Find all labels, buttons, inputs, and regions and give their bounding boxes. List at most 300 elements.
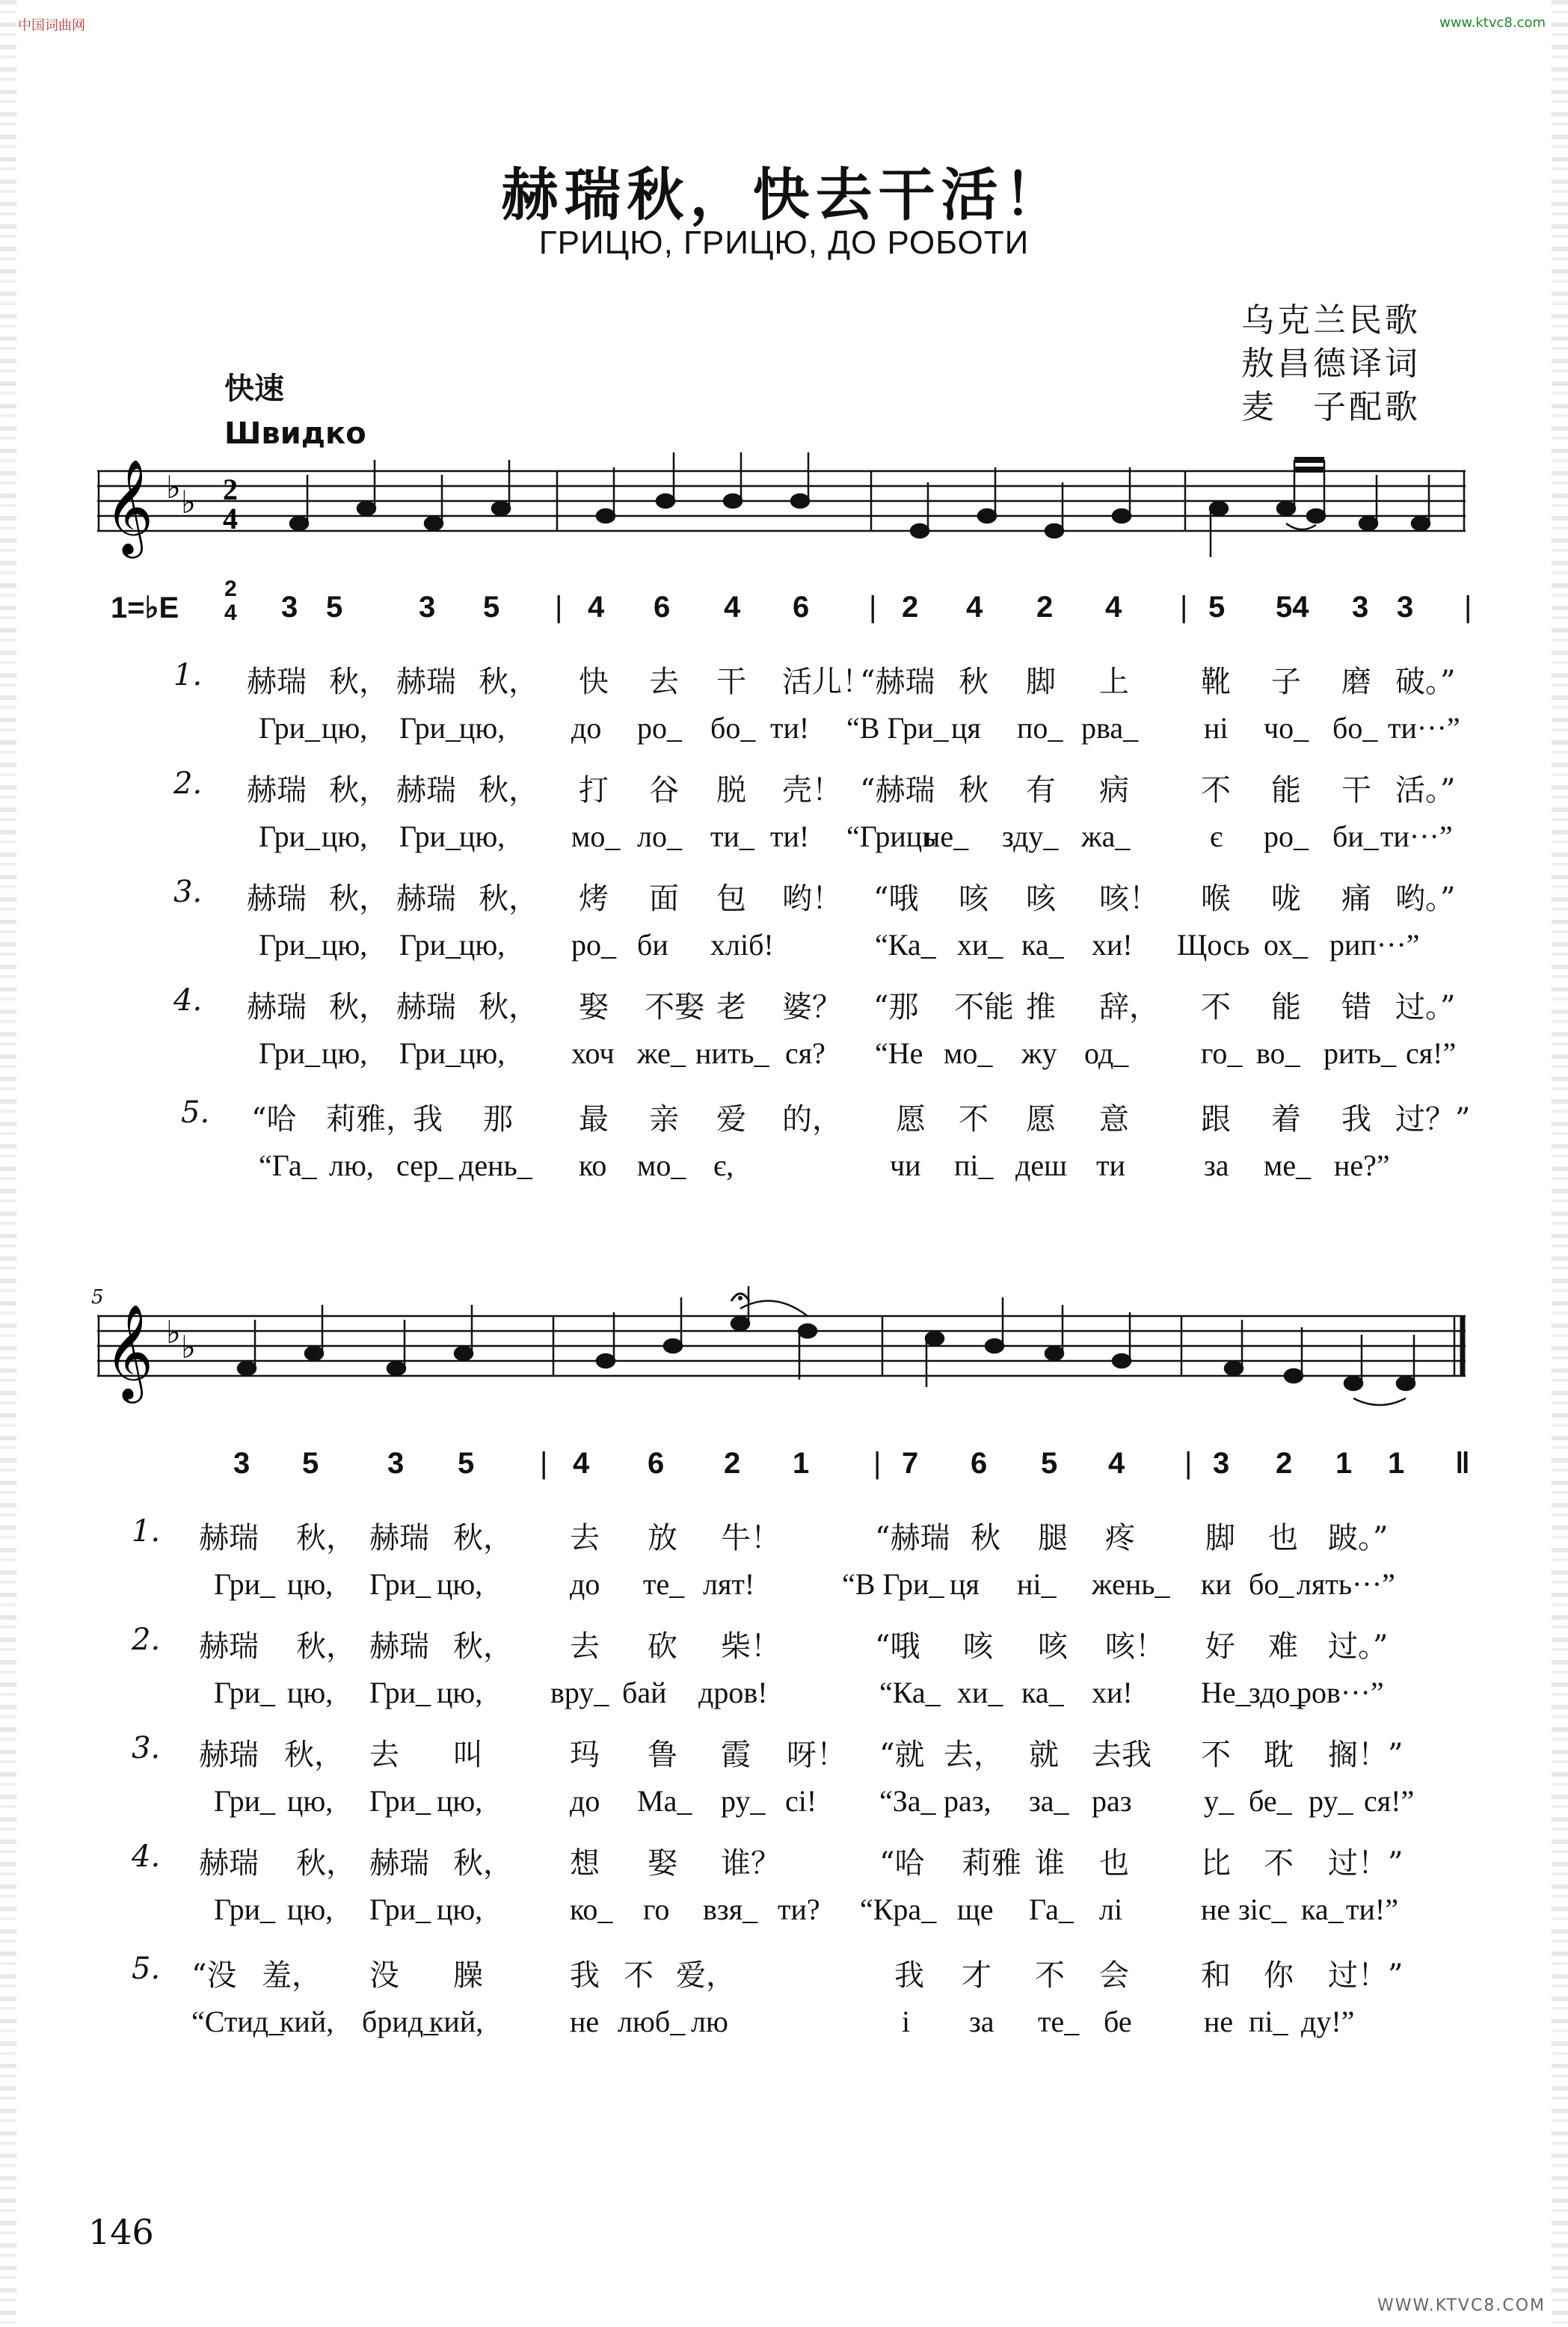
- lyric-syllable: го: [643, 1893, 670, 1926]
- lyrics-v2-cn-s2: [0, 1623, 1568, 1667]
- lyric-syllable: цю,: [287, 1784, 333, 1818]
- lyric-syllable: лі: [1099, 1893, 1123, 1926]
- lyric-syllable: Гри_: [214, 1893, 276, 1926]
- lyric-syllable: 亲: [649, 1102, 679, 1137]
- lyric-syllable: 也: [1268, 1521, 1298, 1555]
- jianpu-note: 4: [1105, 591, 1122, 624]
- svg-text:♭: ♭: [181, 1329, 196, 1365]
- lyric-syllable: 莉雅: [962, 1846, 1021, 1881]
- lyrics-v5-ua-s1: [0, 1148, 1568, 1193]
- svg-text:♭: ♭: [166, 469, 181, 505]
- lyric-syllable: 错: [1341, 990, 1371, 1024]
- lyric-syllable: 和: [1201, 1958, 1231, 1993]
- lyric-syllable: ме_: [1264, 1149, 1312, 1182]
- lyric-syllable: “Ка_: [875, 928, 936, 962]
- lyric-syllable: 赫瑞: [199, 1629, 259, 1664]
- lyric-syllable: би_: [1332, 820, 1379, 853]
- lyric-syllable: 去，: [944, 1738, 1003, 1772]
- lyric-syllable: ти_: [710, 820, 754, 853]
- lyric-syllable: “赫瑞: [860, 773, 935, 808]
- lyric-syllable: 咳: [1038, 1629, 1068, 1664]
- lyric-syllable: бай: [622, 1676, 667, 1709]
- credit-line-origin: 乌克兰民歌: [1241, 301, 1421, 339]
- lyric-syllable: 谁: [1035, 1846, 1065, 1881]
- staff-system-1: [97, 441, 1466, 591]
- lyric-syllable: 壳！: [782, 773, 842, 808]
- lyric-syllable: 过。”: [1395, 990, 1456, 1024]
- lyric-syllable: “Ка_: [879, 1676, 941, 1709]
- lyric-syllable: по_: [1017, 711, 1063, 745]
- lyric-syllable: і: [902, 2005, 911, 2038]
- lyric-syllable: 脚: [1026, 665, 1056, 699]
- lyrics-v3-cn-s1: [0, 875, 1568, 920]
- jianpu-barline: |: [540, 1447, 548, 1480]
- lyric-syllable: 不: [1201, 990, 1231, 1024]
- jianpu-note: 5: [326, 591, 343, 624]
- lyric-syllable: ти!: [770, 820, 810, 853]
- verse-number: 5.: [132, 1952, 161, 1986]
- lyric-syllable: ру_: [721, 1784, 766, 1818]
- lyric-syllable: ти···”: [1380, 820, 1453, 853]
- lyric-syllable: рип···”: [1329, 928, 1420, 962]
- lyric-syllable: Гри_: [369, 1784, 431, 1818]
- lyric-syllable: Щось: [1177, 928, 1250, 962]
- lyric-syllable: 烤: [579, 882, 609, 916]
- lyric-syllable: хи_: [957, 1676, 1003, 1709]
- jianpu-barline: |: [1464, 591, 1472, 624]
- lyric-syllable: 去: [570, 1629, 600, 1664]
- lyric-syllable: лят!: [703, 1567, 755, 1601]
- lyric-syllable: бо_: [710, 711, 756, 745]
- lyric-syllable: 才: [962, 1958, 991, 1993]
- jianpu-note: 6: [654, 591, 671, 624]
- lyric-syllable: 秋，: [329, 990, 389, 1024]
- lyric-syllable: 你: [1264, 1958, 1294, 1993]
- jianpu-note: 54: [1276, 591, 1309, 624]
- lyric-syllable: 谷: [649, 773, 679, 808]
- lyric-syllable: рва_: [1081, 711, 1139, 745]
- jianpu-note: 3: [281, 591, 298, 624]
- lyric-syllable: Ма_: [637, 1784, 692, 1818]
- lyric-syllable: Гри_: [369, 1567, 431, 1601]
- lyric-syllable: ро_: [571, 928, 616, 962]
- lyrics-v4-ua-s2: [0, 1892, 1568, 1937]
- jianpu-note: 2: [1036, 591, 1054, 624]
- lyric-syllable: ся?: [785, 1036, 825, 1070]
- jianpu-note: 7: [902, 1447, 919, 1480]
- lyric-syllable: 秋，: [296, 1629, 356, 1664]
- lyric-syllable: 愿: [896, 1102, 926, 1137]
- jianpu-note: 2: [724, 1447, 741, 1480]
- lyric-syllable: ро_: [637, 711, 682, 745]
- lyric-syllable: хи_: [957, 928, 1003, 962]
- lyric-syllable: 的，: [782, 1102, 842, 1137]
- verse-number: 5.: [181, 1095, 210, 1130]
- lyric-syllable: ти: [1096, 1149, 1125, 1182]
- tempo-chinese: 快速: [224, 372, 284, 406]
- lyric-syllable: 我: [894, 1958, 924, 1993]
- lyric-syllable: раз,: [944, 1784, 991, 1818]
- jianpu-barline: |: [1184, 1447, 1193, 1480]
- lyric-syllable: 辞，: [1099, 990, 1159, 1024]
- lyrics-v2-ua-s2: [0, 1675, 1568, 1720]
- lyric-syllable: 咙: [1271, 882, 1301, 916]
- lyric-syllable: Гри_: [259, 820, 321, 853]
- lyric-syllable: чо_: [1264, 711, 1309, 745]
- lyric-syllable: ро_: [1264, 820, 1309, 853]
- jianpu-line-2: [0, 1447, 1568, 1492]
- jianpu-note: 3: [419, 591, 436, 624]
- jianpu-note: 5: [458, 1447, 475, 1480]
- lyric-syllable: 爱: [716, 1102, 746, 1137]
- lyric-syllable: 不: [1201, 1738, 1231, 1772]
- lyric-syllable: Гри_: [259, 1036, 321, 1070]
- lyrics-v4-cn-s2: [0, 1839, 1568, 1884]
- jianpu-note: 6: [648, 1447, 665, 1480]
- lyric-syllable: 不能: [954, 990, 1014, 1024]
- lyric-syllable: за: [969, 2005, 994, 2038]
- lyric-syllable: до: [570, 1784, 600, 1818]
- lyric-syllable: 愿: [1026, 1102, 1056, 1137]
- lyric-syllable: 上: [1099, 665, 1129, 699]
- lyric-syllable: 赫瑞: [247, 665, 307, 699]
- lyric-syllable: 哟。”: [1395, 882, 1456, 916]
- lyric-syllable: Гри_: [399, 820, 461, 853]
- lyric-syllable: ки: [1201, 1567, 1232, 1601]
- lyric-syllable: цю,: [322, 711, 368, 745]
- lyric-syllable: “Кра_: [860, 1893, 937, 1926]
- lyric-syllable: Гри_: [214, 1676, 276, 1709]
- lyric-syllable: 好: [1205, 1629, 1235, 1664]
- lyric-syllable: 秋，: [329, 665, 389, 699]
- lyric-syllable: бе: [1104, 2005, 1132, 2038]
- lyric-syllable: 包: [716, 882, 746, 916]
- lyric-syllable: 活儿！: [782, 665, 872, 699]
- lyric-syllable: Не_: [1201, 1676, 1251, 1709]
- lyric-syllable: 能: [1271, 990, 1301, 1024]
- jianpu-barline: |: [869, 591, 877, 624]
- lyric-syllable: ти!: [770, 711, 810, 745]
- lyric-syllable: 快: [579, 665, 609, 699]
- lyric-syllable: 打: [579, 773, 609, 808]
- song-title-chinese: 赫瑞秋，快去干活！: [501, 162, 1067, 228]
- lyric-syllable: цю,: [322, 1036, 368, 1070]
- verse-number: 3.: [173, 875, 203, 909]
- jianpu-note: 3: [233, 1447, 250, 1480]
- lyric-syllable: Гри_: [214, 1784, 276, 1818]
- lyric-syllable: раз: [1092, 1784, 1132, 1818]
- lyric-syllable: 婆？: [782, 990, 842, 1024]
- lyric-syllable: 咳: [1026, 882, 1056, 916]
- jianpu-note: 4: [1108, 1447, 1125, 1480]
- credit-line-translator: 敖昌德译词: [1241, 345, 1421, 383]
- lyric-syllable: 不: [959, 1102, 989, 1137]
- jianpu-note: 2: [902, 591, 919, 624]
- lyric-syllable: же_: [637, 1036, 686, 1070]
- lyric-syllable: 就: [1029, 1738, 1059, 1772]
- lyric-syllable: “那: [873, 990, 919, 1024]
- lyric-syllable: Гри_: [259, 928, 321, 962]
- lyric-syllable: “没: [191, 1958, 237, 1993]
- lyric-syllable: люб_: [618, 2005, 686, 2038]
- key-signature: 1=♭E: [111, 591, 179, 624]
- jianpu-barline: |: [873, 1447, 882, 1480]
- site-watermark-left: 中国词曲网: [18, 18, 85, 34]
- jianpu-note: 4: [588, 591, 605, 624]
- verse-number: 4.: [173, 983, 203, 1018]
- lyric-syllable: 秋，: [329, 773, 389, 808]
- lyric-syllable: 秋，: [453, 1846, 513, 1881]
- lyric-syllable: 难: [1268, 1629, 1298, 1664]
- lyric-syllable: 我: [1341, 1102, 1371, 1137]
- lyric-syllable: цю,: [287, 1893, 333, 1926]
- staff-system-2: [97, 1286, 1466, 1436]
- lyric-syllable: мо_: [944, 1036, 993, 1070]
- jianpu-note: 4: [573, 1447, 590, 1480]
- lyric-syllable: “За_: [879, 1784, 936, 1818]
- lyric-syllable: 不: [1201, 773, 1231, 808]
- lyric-syllable: нить_: [695, 1036, 769, 1070]
- lyric-syllable: Гри_: [399, 928, 461, 962]
- jianpu-time-signature: 2 4: [224, 577, 237, 625]
- lyric-syllable: цю,: [437, 1676, 483, 1709]
- lyric-syllable: 去: [570, 1521, 600, 1555]
- lyric-syllable: 去我: [1092, 1738, 1152, 1772]
- lyric-syllable: жень_: [1092, 1567, 1170, 1601]
- lyric-syllable: цю,: [437, 1567, 483, 1601]
- lyric-syllable: Гри_: [369, 1676, 431, 1709]
- lyric-syllable: “哦: [873, 882, 919, 916]
- lyric-syllable: цю,: [322, 928, 368, 962]
- svg-text:♭: ♭: [181, 484, 196, 520]
- lyric-syllable: 赫瑞: [369, 1629, 429, 1664]
- jianpu-barline: |: [1180, 591, 1188, 624]
- lyric-syllable: пі_: [1249, 2005, 1288, 2038]
- lyric-syllable: за_: [1029, 1784, 1069, 1818]
- verse-number: 4.: [132, 1839, 161, 1874]
- lyric-syllable: Гри_: [399, 1036, 461, 1070]
- lyric-syllable: 靴: [1201, 665, 1231, 699]
- lyric-syllable: ще: [957, 1893, 994, 1926]
- lyrics-v1-cn-s2: [0, 1514, 1568, 1559]
- lyric-syllable: 疼: [1105, 1521, 1135, 1555]
- lyric-syllable: 能: [1271, 773, 1301, 808]
- lyric-syllable: 破。”: [1395, 665, 1456, 699]
- lyric-syllable: 耽: [1264, 1738, 1294, 1772]
- lyric-syllable: хи!: [1092, 1676, 1133, 1709]
- lyric-syllable: 推: [1026, 990, 1056, 1024]
- lyric-syllable: 玛: [570, 1738, 600, 1772]
- lyric-syllable: 秋，: [296, 1846, 356, 1881]
- lyric-syllable: 秋，: [296, 1521, 356, 1555]
- lyric-syllable: деш: [1015, 1149, 1067, 1182]
- lyric-syllable: ти···”: [1388, 711, 1460, 745]
- verse-number: 1.: [173, 658, 203, 692]
- svg-text:𝄞: 𝄞: [105, 1303, 154, 1399]
- lyric-syllable: 咳: [959, 882, 989, 916]
- lyric-syllable: 赫瑞: [247, 773, 307, 808]
- lyric-syllable: 我: [413, 1102, 443, 1137]
- lyric-syllable: 秋，: [479, 665, 538, 699]
- lyric-syllable: ру_: [1309, 1784, 1353, 1818]
- jianpu-note: 3: [1213, 1447, 1230, 1480]
- verse-number: 1.: [132, 1514, 161, 1549]
- lyric-syllable: 跛。”: [1328, 1521, 1389, 1555]
- lyrics-v5-ua-s2: [0, 2004, 1568, 2049]
- lyric-syllable: зду_: [1002, 820, 1059, 853]
- lyrics-v3-ua-s2: [0, 1783, 1568, 1828]
- lyric-syllable: мо_: [637, 1149, 686, 1182]
- lyric-syllable: 着: [1271, 1102, 1301, 1137]
- lyric-syllable: 病: [1099, 773, 1129, 808]
- lyric-syllable: ка_: [1021, 928, 1064, 962]
- lyric-syllable: 臊: [453, 1958, 483, 1993]
- lyric-syllable: 不: [624, 1958, 654, 1993]
- lyric-syllable: ця: [950, 1567, 980, 1601]
- lyric-syllable: ду!”: [1301, 2005, 1355, 2038]
- lyric-syllable: 想: [570, 1846, 600, 1881]
- lyric-syllable: брид_: [362, 2005, 439, 2038]
- lyric-syllable: “Гриць: [846, 820, 936, 853]
- lyric-syllable: є: [1210, 820, 1223, 853]
- lyric-syllable: не_: [924, 820, 969, 853]
- lyric-syllable: те_: [643, 1567, 685, 1601]
- page-number: 146: [88, 2212, 154, 2252]
- lyric-syllable: “В Гри_: [842, 1567, 944, 1601]
- lyric-syllable: 赫瑞: [396, 990, 456, 1024]
- lyrics-v4-cn-s1: [0, 983, 1568, 1028]
- lyric-syllable: ко_: [570, 1893, 613, 1926]
- lyric-syllable: 赫瑞: [247, 990, 307, 1024]
- svg-text:4: 4: [223, 502, 238, 535]
- lyric-syllable: хліб!: [710, 928, 774, 962]
- lyric-syllable: 那: [483, 1102, 513, 1137]
- lyric-syllable: ка_: [1301, 1893, 1344, 1926]
- jianpu-note: 5: [1208, 591, 1226, 624]
- lyric-syllable: 去: [369, 1738, 399, 1772]
- lyric-syllable: 痛: [1341, 882, 1371, 916]
- staff-1-svg: [97, 441, 1466, 591]
- lyric-syllable: 喉: [1201, 882, 1231, 916]
- jianpu-note: 6: [971, 1447, 988, 1480]
- lyrics-v3-cn-s2: [0, 1731, 1568, 1776]
- lyric-syllable: хоч: [571, 1036, 615, 1070]
- lyric-syllable: “赫瑞: [860, 665, 935, 699]
- lyric-syllable: 咳！: [1099, 882, 1159, 916]
- lyric-syllable: ні: [1204, 711, 1229, 745]
- lyric-syllable: ця: [951, 711, 981, 745]
- svg-text:2: 2: [223, 473, 238, 506]
- lyric-syllable: би: [637, 928, 668, 962]
- jianpu-note: 5: [302, 1447, 319, 1480]
- lyric-syllable: лять···”: [1297, 1567, 1395, 1601]
- lyric-syllable: цю,: [287, 1676, 333, 1709]
- lyric-syllable: рить_: [1323, 1036, 1397, 1070]
- lyrics-v5-cn-s2: [0, 1952, 1568, 1996]
- lyrics-v1-ua-s2: [0, 1567, 1568, 1611]
- lyric-syllable: ка_: [1021, 1676, 1064, 1709]
- verse-number: 3.: [132, 1731, 161, 1765]
- lyric-syllable: 秋，: [479, 990, 538, 1024]
- lyric-syllable: цю,: [459, 820, 505, 853]
- lyric-syllable: ся!”: [1406, 1036, 1457, 1070]
- lyric-syllable: цю,: [322, 820, 368, 853]
- lyric-syllable: 过。”: [1328, 1629, 1389, 1664]
- lyric-syllable: день_: [459, 1149, 532, 1182]
- jianpu-note: 4: [966, 591, 983, 624]
- lyric-syllable: 秋，: [479, 882, 538, 916]
- lyric-syllable: 秋，: [284, 1738, 344, 1772]
- lyric-syllable: 赫瑞: [396, 773, 456, 808]
- lyric-syllable: 爱，: [676, 1958, 736, 1993]
- lyric-syllable: мо_: [571, 820, 621, 853]
- lyric-syllable: 鲁: [648, 1738, 677, 1772]
- lyric-syllable: бо_: [1249, 1567, 1294, 1601]
- site-watermark-right: www.ktvc8.com: [1439, 15, 1546, 31]
- lyric-syllable: 秋: [959, 665, 989, 699]
- jianpu-note: 1: [793, 1447, 810, 1480]
- lyric-syllable: ло_: [637, 820, 682, 853]
- lyrics-v2-ua-s1: [0, 819, 1568, 864]
- lyric-syllable: ти!”: [1346, 1893, 1398, 1926]
- lyric-syllable: 跟: [1201, 1102, 1231, 1137]
- lyric-syllable: 脚: [1205, 1521, 1235, 1555]
- lyric-syllable: 娶: [579, 990, 609, 1024]
- jianpu-note: 2: [1276, 1447, 1293, 1480]
- lyric-syllable: “Не: [875, 1036, 923, 1070]
- song-title-ukrainian: ГРИЦЮ, ГРИЦЮ, ДО РОБОТИ: [538, 224, 1030, 261]
- lyric-syllable: 赫瑞: [199, 1738, 259, 1772]
- lyric-syllable: 哟！: [782, 882, 842, 916]
- jianpu-note: 1: [1388, 1447, 1405, 1480]
- lyric-syllable: “哈: [879, 1846, 925, 1881]
- lyrics-v1-cn-s1: [0, 658, 1568, 703]
- lyric-syllable: не: [570, 2005, 600, 2038]
- lyric-syllable: дров!: [698, 1676, 768, 1709]
- lyric-syllable: “赫瑞: [875, 1521, 950, 1555]
- lyric-syllable: 干: [1341, 773, 1371, 808]
- lyric-syllable: кий,: [280, 2005, 334, 2038]
- jianpu-note: 6: [793, 591, 810, 624]
- lyric-syllable: 秋，: [329, 882, 389, 916]
- lyric-syllable: пі_: [954, 1149, 994, 1182]
- site-watermark-bottom: WWW.KTVC8.COM: [1377, 2296, 1546, 2315]
- lyric-syllable: 脱: [716, 773, 746, 808]
- lyric-syllable: цю,: [437, 1893, 483, 1926]
- lyric-syllable: 放: [648, 1521, 677, 1555]
- lyric-syllable: ох_: [1264, 928, 1309, 962]
- lyric-syllable: 霞: [721, 1738, 751, 1772]
- lyric-syllable: 赫瑞: [396, 882, 456, 916]
- lyric-syllable: 干: [716, 665, 746, 699]
- jianpu-final-barline: ‖: [1455, 1447, 1470, 1480]
- lyric-syllable: 搁！”: [1328, 1738, 1403, 1772]
- lyric-syllable: цю,: [459, 711, 505, 745]
- lyric-syllable: ти?: [778, 1893, 820, 1926]
- lyric-syllable: Гри_: [399, 711, 461, 745]
- song-credits: [1241, 299, 1421, 429]
- lyric-syllable: ров···”: [1297, 1676, 1384, 1709]
- lyric-syllable: бо_: [1332, 711, 1378, 745]
- lyric-syllable: “Стид_: [191, 2005, 284, 2038]
- jianpu-note: 3: [1397, 591, 1414, 624]
- lyric-syllable: 秋，: [453, 1521, 513, 1555]
- lyric-syllable: 赫瑞: [369, 1846, 429, 1881]
- lyric-syllable: 有: [1026, 773, 1056, 808]
- lyric-syllable: 莉雅，: [326, 1102, 416, 1137]
- measure-number: 5: [91, 1286, 104, 1309]
- lyric-syllable: 子: [1271, 665, 1301, 699]
